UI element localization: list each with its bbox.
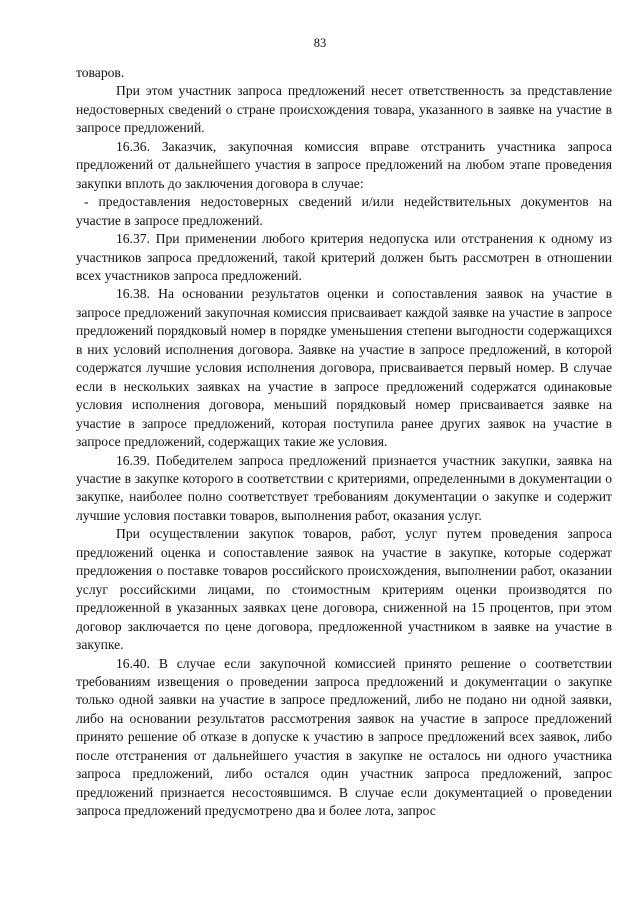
- document-text: [76, 64, 612, 821]
- paragraph-responsibility: При этом участник запроса предложений несет ответственность за представление недостоверных сведений о стране происхождения товара, указанного в заявке на участие в запросе предложений.: [76, 83, 612, 136]
- paragraph-continuation: товаров.: [76, 65, 125, 80]
- paragraph-16-40: 16.40. В случае если закупочной комиссией принято решение о соответствии требованиям извещения о проведении запроса предложений и документации о закупке только одной заявки на участие в запросе предложений, либо не подано ни одной заявки, либо на основании результатов рассмотрения заявок на участие в запросе предложений принято решение об отказе в допуске к участию в запросе предложений всех заявок, либо после отстранения от дальнейшего участия в закупке не осталось ни одного участника запроса предложений, либо остался один участник запроса предложений, запрос предложений признается несостоявшимся. В случае если документацией о проведении запроса предложений предусмотрено два и более лота, запрос: [76, 655, 612, 819]
- page-number: 83: [313, 36, 327, 50]
- paragraph-16-37: 16.37. При применении любого критерия недопуска или отстранения к одному из участников запроса предложений, такой критерий должен быть рассмотрен в отношении всех участников запроса предложений.: [76, 231, 612, 283]
- paragraph-16-39: 16.39. Победителем запроса предложений признается участник закупки, заявка на участие в закупке которого в соответствии с критериями, определенными в документации о закупке, наиболее полно соответствует требованиям документации о закупке и содержит лучшие условия поставки товаров, выполнения работ, оказания услуг.: [76, 452, 612, 523]
- paragraph-16-38: 16.38. На основании результатов оценки и сопоставления заявок на участие в запросе предложений закупочная комиссия присваивает каждой заявке на участие в запросе предложений порядковый номер в порядке уменьшения степени выгодности содержащихся в них условий исполнения договора. Заявке на участие в запросе предложений, в которой содержатся лучшие условия исполнения договора, присваивается первый номер. В случае если в нескольких заявках на участие в запросе предложений содержатся одинаковые условия исполнения договора, меньший порядковый номер присваивается заявке на участие в запросе предложений, которая поступила ранее других заявок на участие в запросе предложений, содержащих такие же условия.: [76, 286, 612, 450]
- paragraph-16-36: 16.36. Заказчик, закупочная комиссия вправе отстранить участника запроса предложений от дальнейшего участия в запросе предложений на любом этапе проведения закупки вплоть до заключения договора в случае:: [76, 138, 612, 191]
- paragraph-russian-goods: При осуществлении закупок товаров, работ, услуг путем проведения запроса предложений оценка и сопоставление заявок на участие в закупке, которые содержат предложения о поставке товаров российского происхождения, выполнении работ, оказании услуг российскими лицами, по стоимостным критериям оценки производятся по предложенной в указанных заявках цене договора, сниженной на 15 процентов, при этом договор заключается по цене договора, предложенной участником в заявке на участие в закупке.: [76, 526, 612, 653]
- list-item-false-info: - предоставления недостоверных сведений и/или недействительных документов на участие в запросе предложений.: [76, 194, 612, 228]
